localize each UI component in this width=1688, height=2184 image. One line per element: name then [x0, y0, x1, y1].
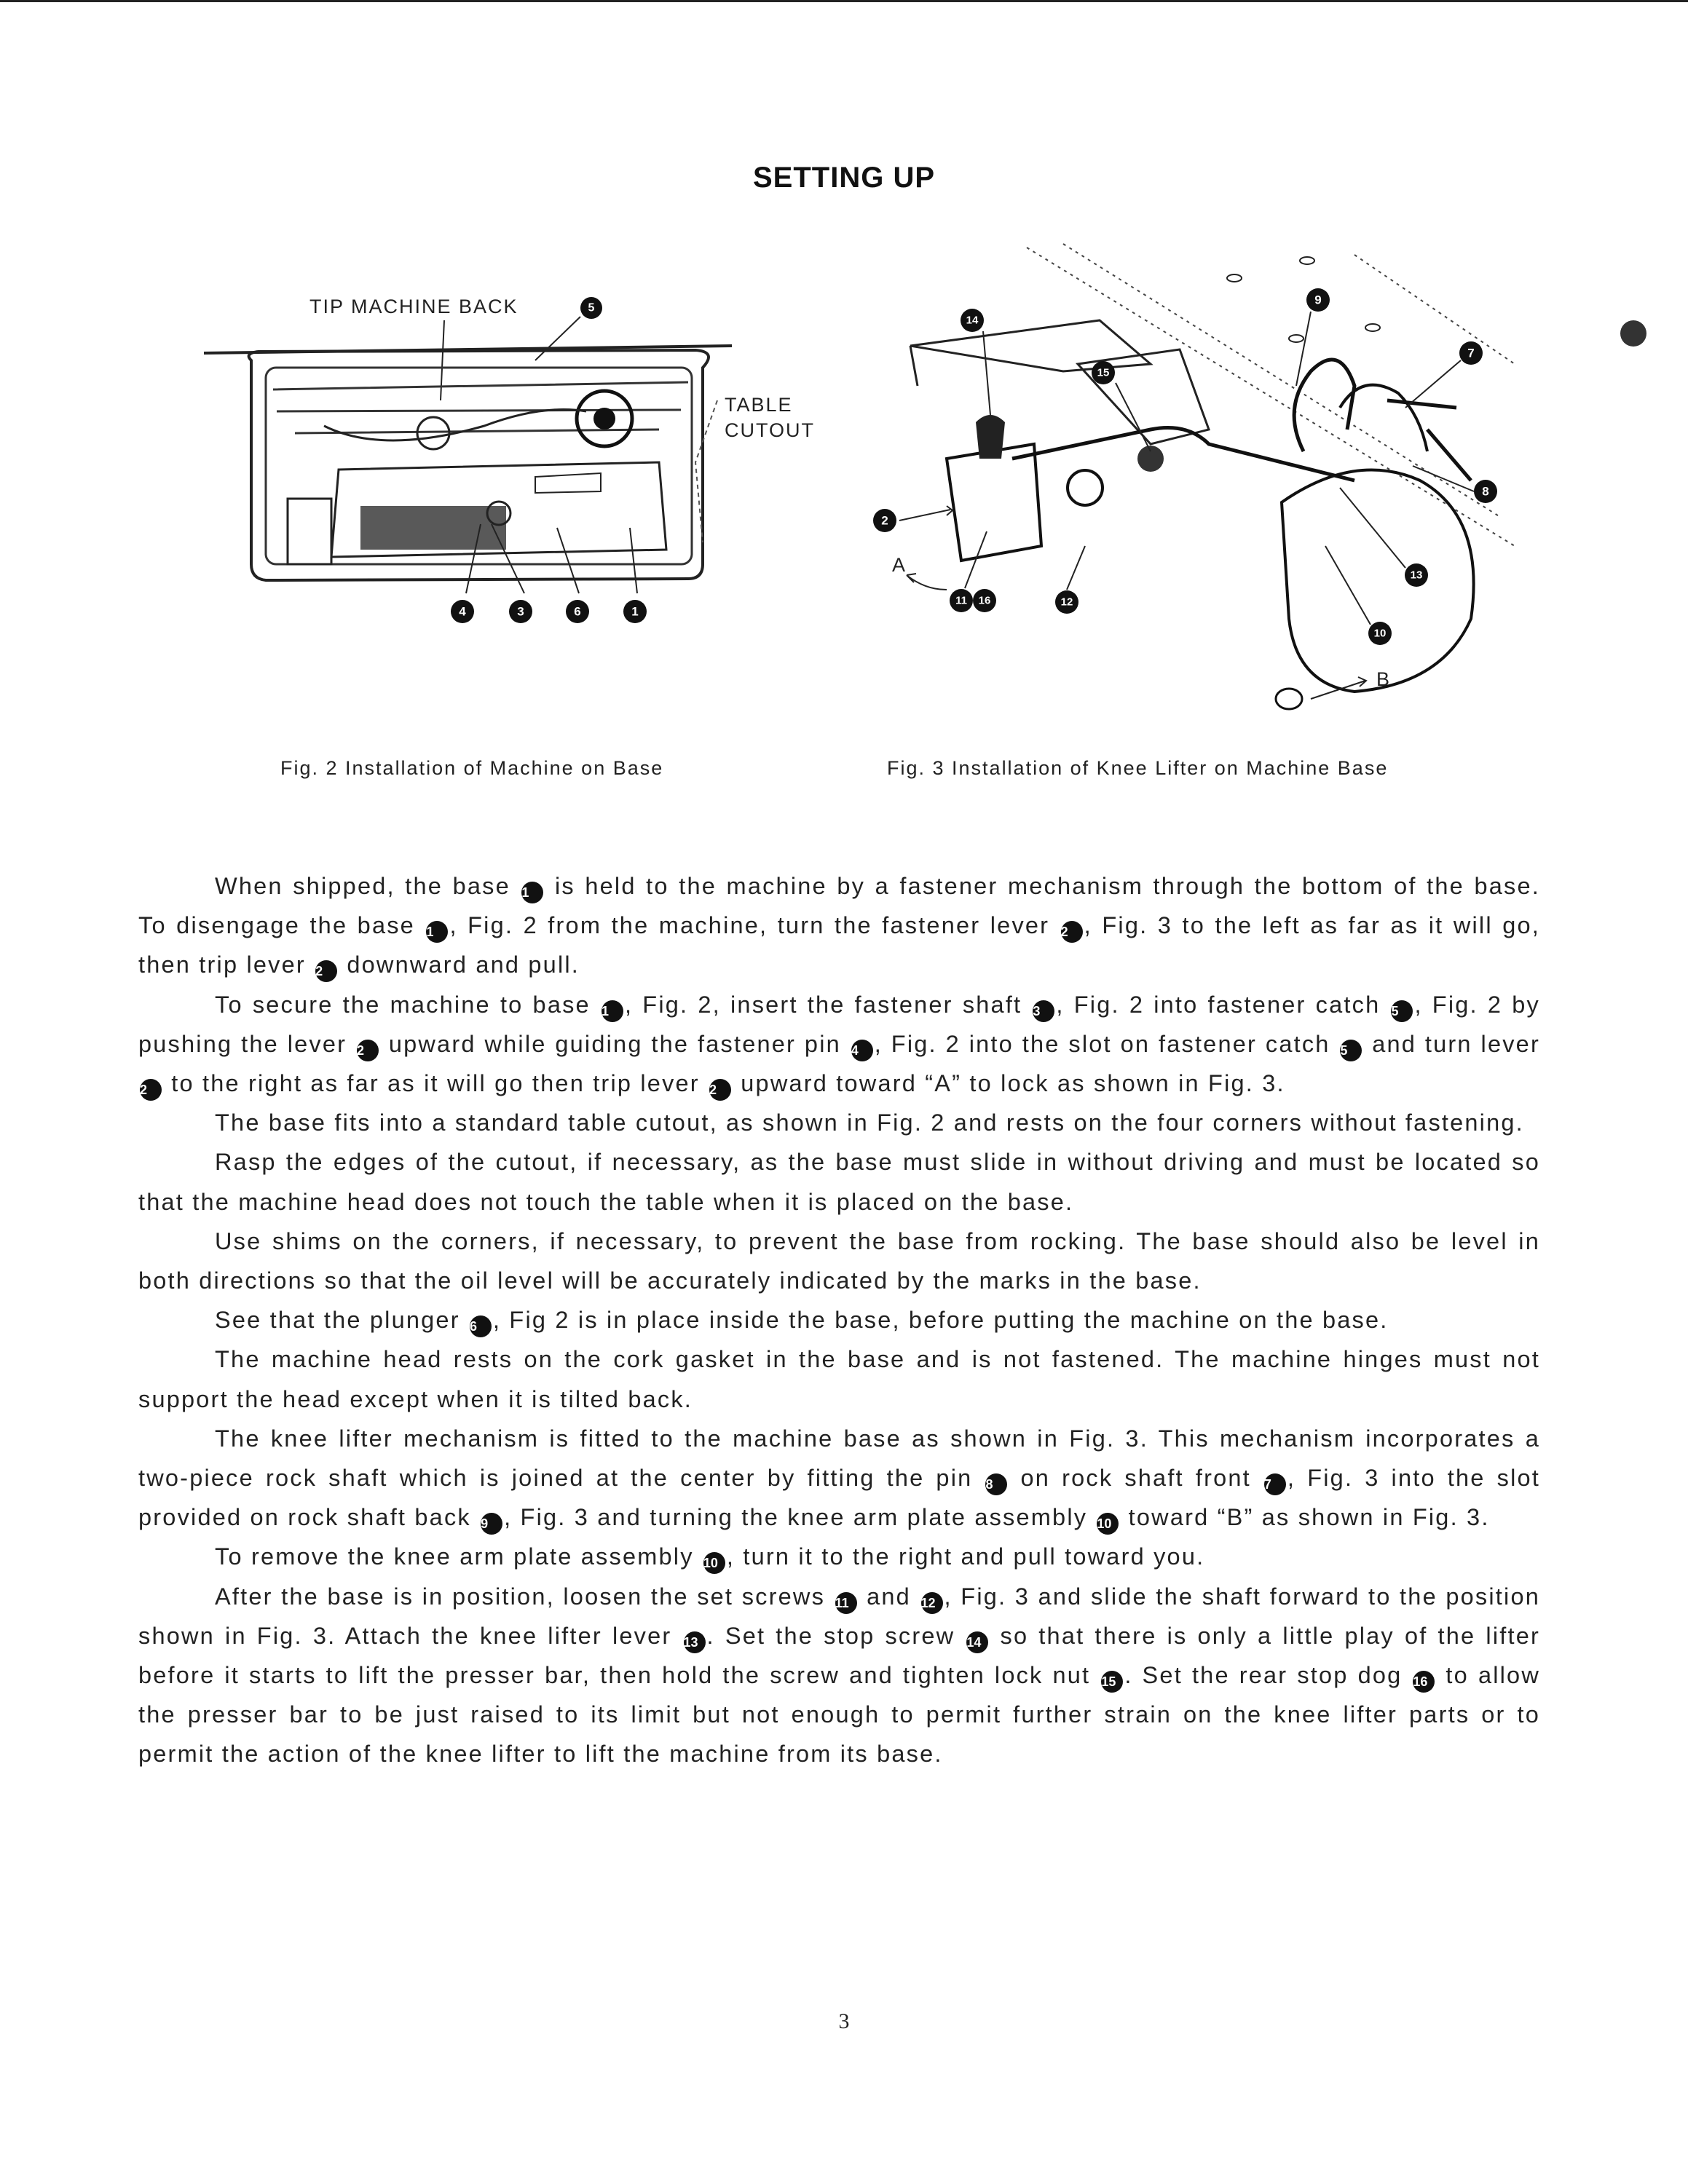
fig3-marker-10: [1368, 622, 1392, 645]
paragraph-4: Rasp the edges of the cutout, if necessary, as the base must slide in without driving and must be located so that the machine head does not touch the table when it is placed on the base.: [138, 1149, 1540, 1215]
marker-13: 13: [684, 1631, 706, 1653]
svg-text:16: 16: [978, 594, 991, 607]
fig3-marker-9: [1306, 288, 1330, 312]
marker-14: 14: [966, 1631, 988, 1653]
page-title: SETTING UP: [752, 162, 936, 194]
marker-5: 5: [1391, 1000, 1413, 1022]
marker-5: 5: [1340, 1040, 1362, 1061]
fig2-label-tip-machine-back: TIP MACHINE BACK: [309, 296, 518, 317]
svg-text:14: 14: [966, 314, 979, 327]
marker-16: 16: [1413, 1671, 1435, 1693]
marker-1: 1: [521, 882, 543, 903]
marker-1: 1: [426, 921, 448, 943]
svg-text:12: 12: [1060, 596, 1073, 609]
svg-text:4: 4: [459, 604, 466, 619]
fig3-marker-16: [973, 589, 996, 612]
svg-text:13: 13: [1410, 569, 1423, 582]
figure-2-caption: Fig. 2 Installation of Machine on Base: [280, 757, 664, 779]
fig3-marker-13: [1405, 563, 1428, 587]
page-number: 3: [838, 2009, 850, 2033]
marker-2: 2: [315, 960, 337, 982]
svg-text:9: 9: [1314, 293, 1322, 307]
fig2-label-cutout: CUTOUT: [725, 419, 815, 441]
marker-2: 2: [709, 1079, 731, 1101]
svg-text:5: 5: [588, 301, 595, 314]
paragraph-8: The knee lifter mechanism is fitted to the machine base as shown in Fig. 3. This mechanism incorporates a two-piece rock shaft which is joined at the center by fitting the pin 8 on rock shaft front 7 , Fig. 3 into the slot provided on rock shaft back 9 , Fig. 3 and turning the knee arm plate assembly 10 toward “B” as shown in Fig. 3.: [138, 1419, 1540, 1538]
paragraph-6: See that the plunger 6 , Fig 2 is in place inside the base, before putting the machine on the base.: [138, 1300, 1540, 1340]
paragraph-5: Use shims on the corners, if necessary, to prevent the base from rocking. The base should also be level in both directions so that the oil level will be accurately indicated by the marks in the base.: [138, 1227, 1540, 1294]
svg-text:8: 8: [1482, 484, 1489, 499]
svg-text:10: 10: [1373, 627, 1387, 640]
marker-8: 8: [985, 1473, 1007, 1495]
marker-15: 15: [1101, 1671, 1123, 1693]
svg-text:7: 7: [1467, 346, 1475, 360]
fig2-label-table: TABLE: [725, 394, 793, 416]
marker-11: 11: [835, 1592, 857, 1614]
fig3-marker-2: [873, 509, 896, 532]
figure-3-knee-lifter: [845, 240, 1515, 735]
marker-10: 10: [1097, 1513, 1119, 1535]
paragraph-1: When shipped, the base 1 is held to the machine by a fastener mechanism through the bottom of the base. To disengage the base 1 , Fig. 2 from the machine, turn the fastener lever 2 , Fig. 3 to the left as far as it will go, then trip lever 2 downward and pull.: [138, 866, 1540, 985]
marker-7: 7: [1264, 1473, 1286, 1495]
fig2-marker-1: [623, 600, 647, 623]
marker-12: 12: [921, 1592, 943, 1614]
svg-text:6: 6: [574, 604, 581, 619]
fig2-marker-5: [580, 297, 602, 319]
fig3-marker-8: [1474, 480, 1497, 503]
fig2-marker-4: [451, 600, 474, 623]
marker-4: 4: [851, 1040, 873, 1061]
fig3-label-b: B: [1376, 668, 1392, 690]
marker-3: 3: [1033, 1000, 1054, 1022]
marker-10: 10: [703, 1552, 725, 1574]
marker-9: 9: [481, 1513, 502, 1535]
marker-6: 6: [470, 1315, 492, 1337]
fig3-marker-12: [1055, 590, 1078, 614]
paragraph-3: The base fits into a standard table cutout, as shown in Fig. 2 and rests on the four corners without fastening.: [215, 1109, 1524, 1136]
marker-2: 2: [140, 1079, 162, 1101]
paragraph-9: To remove the knee arm plate assembly 10 , turn it to the right and pull toward you.: [138, 1537, 1540, 1576]
marker-2: 2: [1061, 921, 1083, 943]
svg-text:1: 1: [631, 604, 639, 619]
figure-3-caption: Fig. 3 Installation of Knee Lifter on Machine Base: [887, 757, 1389, 779]
body-text: [138, 866, 1540, 1774]
fig3-marker-7: [1459, 341, 1483, 365]
paragraph-7: The machine head rests on the cork gasket in the base and is not fastened. The machine hinges must not support the head except when it is tilted back.: [138, 1346, 1540, 1412]
fig3-label-a: A: [892, 554, 907, 576]
fig3-marker-11: [950, 589, 973, 612]
fig3-marker-15: [1092, 361, 1115, 384]
paragraph-10: After the base is in position, loosen the set screws 11 and 12 , Fig. 3 and slide the shaft forward to the position shown in Fig. 3. Attach the knee lifter lever 13 . Set the stop screw 14 so that there is only a little play of the lifter before it starts to lift the presser bar, then hold the screw and tighten lock nut 15 . Set the rear stop dog 16 to allow the presser bar to be just raised to its limit but not enough to permit further strain on the knee lifter parts or to permit the action of the knee lifter to lift the machine from its base.: [138, 1583, 1541, 1768]
fig2-marker-6: [566, 600, 589, 623]
figure-2-machine-on-base: [193, 280, 848, 644]
marker-1: 1: [602, 1000, 623, 1022]
paragraph-2: To secure the machine to base 1 , Fig. 2, insert the fastener shaft 3 , Fig. 2 into fastener catch 5 , Fig. 2 by pushing the lever 2 upward while guiding the fastener pin 4 , Fig. 2 into the slot on fastener catch 5 and turn lever 2 to the right as far as it will go then trip lever 2 upward toward “A” to lock as shown in Fig. 3.: [138, 985, 1540, 1104]
top-rule: [0, 0, 1688, 2]
fig2-marker-3: [509, 600, 532, 623]
marker-2: 2: [357, 1040, 379, 1061]
binding-edge-mark: [1620, 320, 1646, 347]
svg-text:2: 2: [881, 513, 888, 528]
svg-text:11: 11: [955, 594, 967, 607]
svg-text:3: 3: [517, 604, 524, 619]
fig3-marker-14: [961, 309, 984, 332]
svg-text:15: 15: [1097, 366, 1110, 379]
